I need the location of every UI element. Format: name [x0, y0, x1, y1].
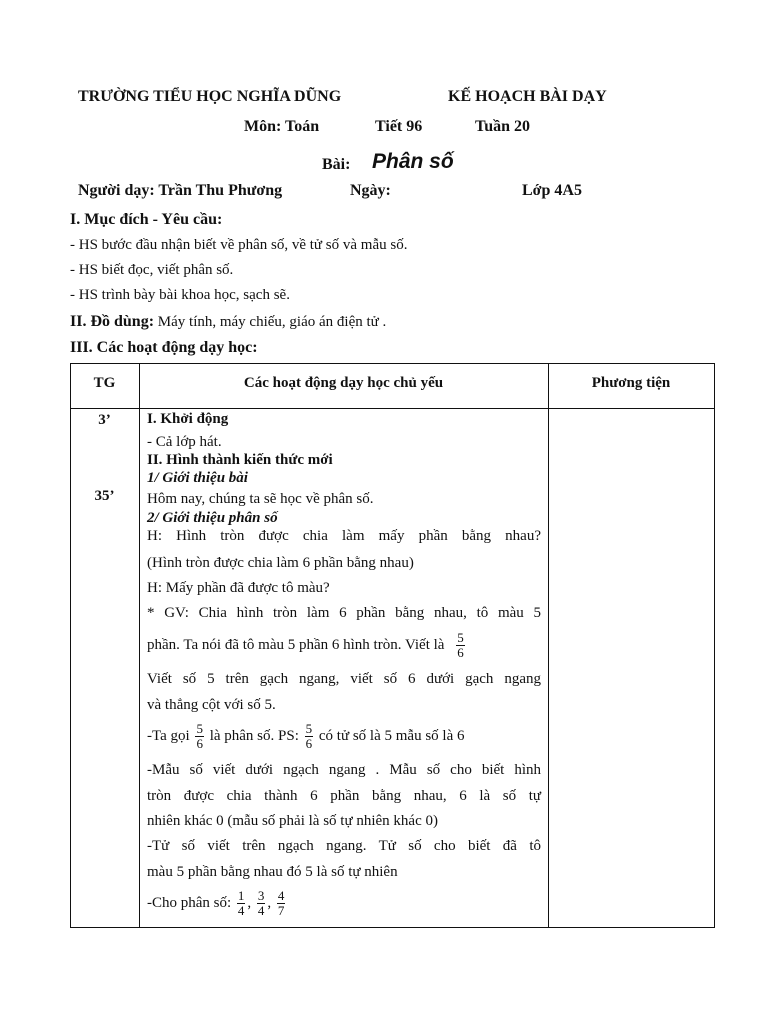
header-activities: Các hoạt động dạy học chủ yếu: [243, 375, 444, 391]
activity-line: H: Hình tròn được chia làm mấy phần bằng nhau?: [147, 528, 541, 544]
period: Tiết 96: [375, 118, 423, 135]
fraction-1-4: [237, 889, 246, 918]
week: Tuần 20: [475, 118, 530, 135]
activity-subheading: 2/ Giới thiệu phân số: [147, 510, 278, 526]
activity-line: Hôm nay, chúng ta sẽ học về phân số.: [147, 491, 374, 507]
fraction-denominator: 4: [237, 903, 245, 918]
section-1-title: I. Mục đích - Yêu cầu:: [70, 211, 223, 228]
fraction-denominator: 7: [277, 903, 285, 918]
table-border-top: [70, 363, 715, 364]
section-1-item: - HS bước đầu nhận biết về phân số, về tử số và mẫu số.: [70, 237, 408, 253]
class-label: Lớp 4A5: [522, 182, 582, 199]
section-1-item: - HS biết đọc, viết phân số.: [70, 262, 234, 278]
activity-line: [147, 631, 467, 660]
fraction-5-6: [456, 631, 465, 660]
fraction-denominator: 6: [196, 736, 203, 751]
activity-text: -Cho phân số:: [147, 894, 232, 911]
table-border-bottom: [70, 927, 715, 928]
activity-line: nhiên khác 0 (mẫu số phải là số tự nhiên khác 0): [147, 813, 438, 829]
activity-line: tròn được chia thành 6 phần bằng nhau, 6 là số tự: [147, 788, 541, 804]
fraction-numerator: 5: [196, 721, 203, 736]
fraction-denominator: 6: [457, 645, 464, 660]
activity-line: -Tử số viết trên ngạch ngang. Tử số cho biết đã tô: [147, 838, 541, 854]
table-border-right: [714, 363, 715, 928]
fraction-numerator: 4: [277, 888, 285, 903]
fraction-numerator: 5: [305, 721, 313, 736]
table-col-divider: [139, 363, 140, 928]
activity-line: H: Mấy phần đã được tô màu?: [147, 580, 330, 596]
section-1-item: - HS trình bày bài khoa học, sạch sẽ.: [70, 287, 290, 303]
time-cell: 3’: [98, 412, 111, 428]
table-header-divider: [70, 408, 715, 409]
date-label: Ngày:: [350, 182, 391, 199]
activity-text: phần. Ta nói đã tô màu 5 phần 6 hình tròn. Viết là: [147, 636, 445, 653]
table-col-divider: [548, 363, 549, 928]
school-name: TRƯỜNG TIỂU HỌC NGHĨA DŨNG: [78, 88, 342, 105]
activity-line: (Hình tròn được chia làm 6 phần bằng nhau): [147, 555, 414, 571]
table-border-left: [70, 363, 71, 928]
activity-heading: I. Khởi động: [147, 411, 229, 427]
fraction-3-4: [257, 889, 266, 918]
activity-subheading: 1/ Giới thiệu bài: [147, 470, 248, 486]
fraction-numerator: 3: [257, 888, 265, 903]
activity-heading: II. Hình thành kiến thức mới: [147, 452, 333, 468]
activity-text: là phân số. PS:: [209, 727, 299, 744]
activity-line: * GV: Chia hình tròn làm 6 phần bằng nhau, tô màu 5: [147, 605, 541, 621]
separator: ,: [247, 894, 252, 911]
plan-title: KẾ HOẠCH BÀI DẠY: [448, 88, 607, 105]
activity-line: màu 5 phần bằng nhau đó 5 là số tự nhiên: [147, 864, 398, 880]
activity-text: có tử số là 5 mẫu số là 6: [318, 727, 465, 744]
subject: Môn: Toán: [244, 118, 320, 135]
activity-line: và thẳng cột với số 5.: [147, 697, 276, 713]
lesson-title: Phân số: [372, 150, 454, 173]
fraction-5-6: [305, 722, 314, 751]
time-cell: 35’: [94, 488, 115, 504]
activity-line: [147, 722, 464, 751]
separator: ,: [267, 894, 272, 911]
activity-line: -Mẫu số viết dưới ngạch ngang . Mẫu số cho biết hình: [147, 762, 541, 778]
activity-text: -Ta gọi: [147, 727, 190, 744]
activity-line: [147, 889, 287, 918]
lesson-label: Bài:: [322, 156, 351, 173]
fraction-numerator: 5: [457, 630, 464, 645]
section-2-text: Máy tính, máy chiếu, giáo án điện tử .: [154, 314, 387, 330]
fraction-5-6: [195, 722, 204, 751]
header-tg: TG: [93, 375, 116, 391]
fraction-denominator: 4: [257, 903, 265, 918]
activity-line: - Cả lớp hát.: [147, 434, 222, 450]
fraction-4-7: [277, 889, 286, 918]
activity-line: Viết số 5 trên gạch ngang, viết số 6 dưới gạch ngang: [147, 671, 541, 687]
section-2-title: II. Đồ dùng:: [70, 313, 155, 330]
fraction-numerator: 1: [237, 888, 245, 903]
fraction-denominator: 6: [305, 736, 313, 751]
section-3-title: III. Các hoạt động dạy học:: [70, 339, 258, 356]
section-2: [70, 313, 386, 331]
teacher: Người dạy: Trần Thu Phương: [78, 182, 283, 199]
header-means: Phương tiện: [591, 375, 671, 391]
